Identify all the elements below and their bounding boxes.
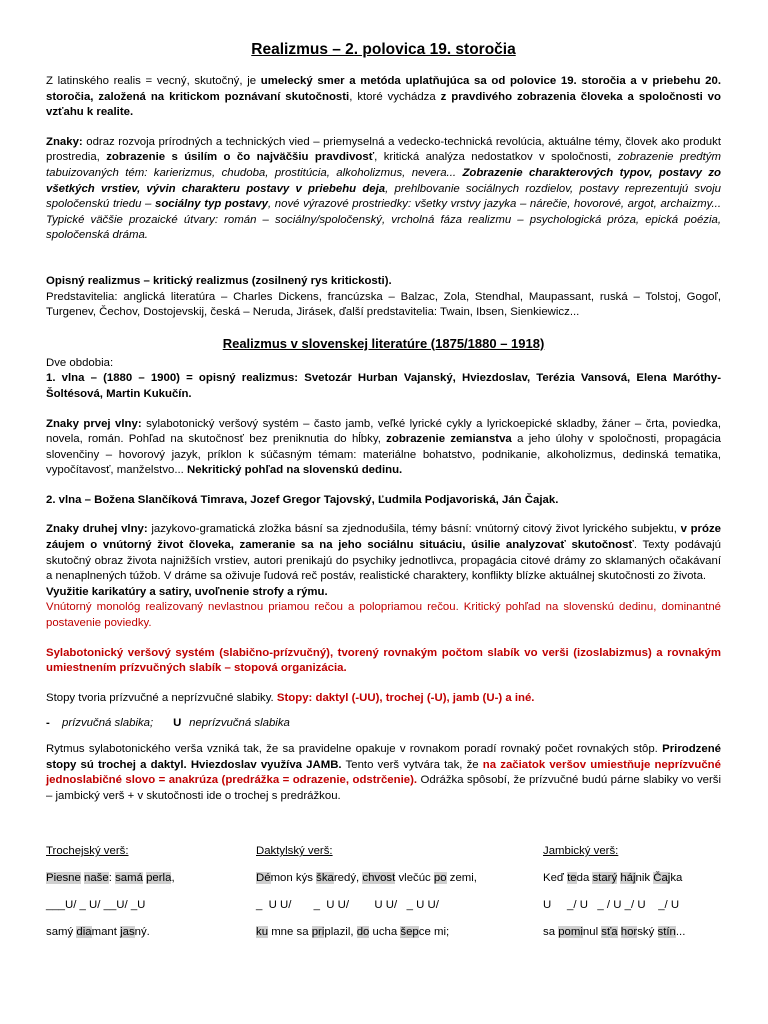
trochej-line-2: samý diamant jasný.	[46, 926, 150, 939]
page-title: Realizmus – 2. polovica 19. storočia	[251, 41, 516, 58]
znaky-italic-1: zobrazenie predtým tabuizovaných tém: karierizmus, chudoba, prostitúcia, alkoholizmus, nevera...	[46, 151, 721, 179]
znaky-italic-2: , prehlbovanie sociálnych rozdielov, postavy reprezentujú svoju spoločenskú triedu –	[46, 182, 721, 211]
vlna2-paragraph: 2. vlna – Božena Slančíková Timrava, Jozef Gregor Tajovský, Ľudmila Podjavoriská, Ján Čajak.	[46, 493, 559, 506]
opisny-text: Predstavitelia: anglická literatúra – Charles Dickens, francúzska – Balzac, Zola, Stendhal, Maupassant, ruská – Tolstoj, Gogoľ, Turgenev, Čechov, Dostojevskij, česká – Neruda, Jirásek, ďalší predstavitelia: Twain, Ibsen, Sienkiewicz...	[46, 290, 721, 319]
znaky2-label: Znaky druhej vlny:	[46, 523, 148, 536]
znaky2-paragraph: Znaky druhej vlny: jazykovo-gramatická zložka básní sa zjednodušila, témy básní: vnútorný citový život lyrického subjektu, v próze záujem o vnútorný život človeka, zameranie sa na jeho sociálnu situáciu, úsilie analyzovať skutočnosť. Texty podávajú skutočný obraz života najnižších vrstiev, autori prenikajú do psychiky jednotlivca, propagácia citové drámy zo sklamaných očakávaní a nenaplnených túžob. V dráme sa oživuje ľudová reč postáv, realistické charaktery, konflikty blízke aktuálnej skutočnosti zo života.	[46, 523, 722, 583]
trochej-heading: Trochejský verš:	[46, 845, 129, 858]
znaky-label: Znaky:	[46, 135, 83, 148]
intro-bold-2: z pravdivého zobrazenia človeka a spoločnosti vo vzťahu k realite.	[46, 90, 721, 119]
trochej-line-1: Piesne naše: samá perla,	[46, 872, 175, 885]
jamb-line-2: sa pominul sťa horský stín...	[543, 926, 686, 939]
unstressed-symbol: U	[173, 717, 182, 730]
rytmus-paragraph: Rytmus sylabotonického verša vzniká tak, že sa pravidelne opakuje v rovnakom poradí rovnaký počet rovnakých stôp. Prirodzené stopy sú trochej a daktyl. Hviezdoslav využíva JAMB. Tento verš vytvára tak, že na začiatok veršov umiestňuje neprízvučné jednoslabičné slovo = anakrúza (predrážka = odrazenie, odstrčenie). Odrážka spôsobí, že prízvučné budú párne slabiky vo verši – jambický verš + v skutočnosti ide o trochej s predrážkou.	[46, 743, 722, 802]
verse-examples	[46, 844, 721, 939]
opisny-heading: Opisný realizmus – kritický realizmus (zosilnený rys kritickosti).	[46, 274, 392, 287]
trochej-column	[46, 844, 224, 952]
daktyl-column	[256, 844, 477, 952]
vlna1-paragraph: 1. vlna – (1880 – 1900) = opisný realizmus: Svetozár Hurban Vajanský, Hviezdoslav, Terézia Vansová, Elena Maróthy-Šoltésová, Martin Kukučín.	[46, 372, 721, 400]
znaky-bold-italic-1: Zobrazenie charakterových typov, postavy zo všetkých vrstiev, vývin charakteru postavy v priebehu deja	[46, 166, 721, 195]
document-page	[46, 40, 722, 939]
daktyl-line-2: ku mne sa priplazil, do ucha šepce mi;	[256, 926, 450, 939]
znaky1-label: Znaky prvej vlny:	[46, 417, 142, 430]
daktyl-meter: _ U U/ _ U U/ U U/ _ U U/	[256, 899, 439, 912]
znaky-bold-italic-2: sociálny typ postavy	[155, 198, 268, 211]
section2-title: Realizmus v slovenskej literatúre (1875/1880 – 1918)	[222, 335, 545, 351]
znaky-text-2: , kritická analýza nedostatkov v spoločnosti,	[374, 151, 618, 164]
sylabotonicky-paragraph: Sylabotonický veršový systém (slabično-prízvučný), tvorený rovnakým počtom slabík vo verši (izoslabizmus) a rovnakým umiestnením prízvučných slabík – stopová organizácia.	[46, 646, 721, 675]
jamb-heading: Jambický verš:	[543, 845, 619, 858]
znaky-text-1: odraz rozvoja prírodných a technických vied – priemyselná a vedecko-technická revolúcia, aktuálne témy, človek ako produkt prostredia,	[46, 135, 721, 164]
trochej-meter: ___U/ _ U/ __U/ _U	[46, 899, 146, 912]
intro-text-2: , ktoré vychádza	[349, 90, 441, 103]
intro-bold-1: umelecký smer a metóda uplatňujúca sa od polovice 19. storočia a v priebehu 20. storočia, založená na kritickom poznávaní skutočnosti	[46, 75, 721, 103]
jamb-meter: U _/ U _ / U _/ U _/ U	[543, 899, 680, 912]
monolog-paragraph: Vnútorný monológ realizovaný nevlastnou priamou rečou a polopriamou rečou. Kritický pohľad na slovenskú dedinu, dominantné postavenie poviedky.	[46, 601, 721, 630]
obdobia-label: Dve obdobia:	[46, 356, 114, 369]
znaky-bold-1: zobrazenie s úsilím o čo najväčšiu pravdivosť	[106, 151, 375, 164]
daktyl-line-1: Démon kýs škaredý, chvost vlečúc po zemi,	[256, 872, 477, 885]
znaky-paragraph	[46, 135, 721, 244]
stressed-symbol: -	[46, 717, 50, 730]
karikatura-line: Využitie karikatúry a satiry, uvoľnenie strofy a rýmu.	[46, 585, 328, 598]
jamb-column	[543, 844, 685, 952]
daktyl-heading: Daktylský verš:	[256, 845, 333, 858]
jamb-line-1: Keď teda starý hájnik Čajka	[543, 872, 683, 885]
stopy-paragraph: Stopy tvoria prízvučné a neprízvučné slabiky. Stopy: daktyl (-UU), trochej (-U), jamb (U-) a iné.	[46, 691, 535, 704]
znaky1-paragraph: Znaky prvej vlny: sylabotonický veršový systém – často jamb, veľké lyrické cykly a lyrickoepické skladby, žáner – črta, poviedka, novela, román. Pohľad na skutočnosť bez preniknutia do hĺbky, zobrazenie zemianstva a jeho úlohy v spoločnosti, propagácia slovenčiny – hovorový jazyk, príklon k súčasným témam: materiálne bohatstvo, podnikanie, alkoholizmus, dedinská tematika, vypočítavosť, manželstvo... Nekritický pohľad na slovenskú dedinu.	[46, 417, 721, 477]
intro-text-1: Z latinského realis = vecný, skutočný, je	[46, 75, 261, 87]
meter-legend: - prízvučná slabika; U neprízvučná slabika	[46, 716, 721, 732]
intro-paragraph	[46, 74, 721, 121]
znaky-italic-3: , nové výrazové prostriedky: všetky vrstvy jazyka – nárečie, hovorové, argot, archaizmy... Typické väčšie prozaické útvary: román – sociálny/spoločenský, vrcholná fáza realizmu – psychologická próza, epická poézia, spoločenská dráma.	[46, 198, 721, 242]
